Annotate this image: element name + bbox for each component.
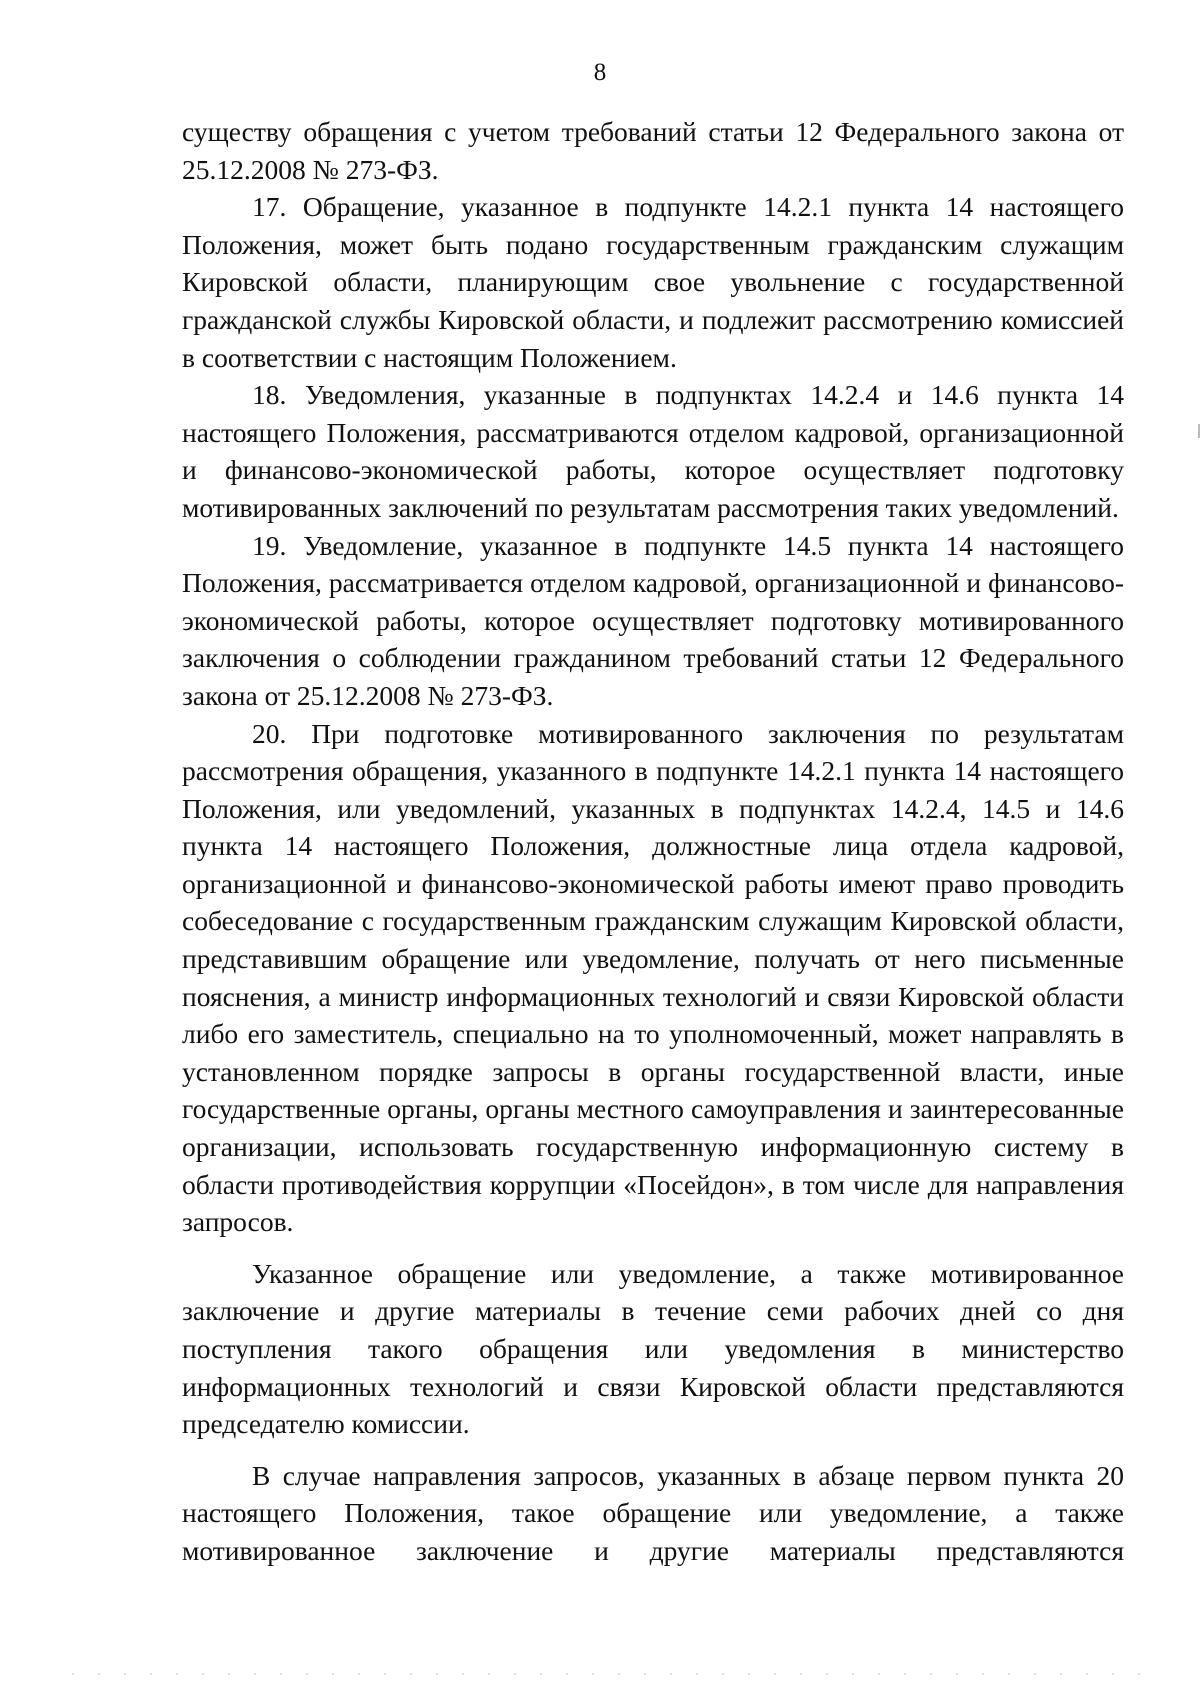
paragraph-item-19: 19. Уведомление, указанное в подпункте 14.5 пункта 14 настоящего Положения, рассматривается отделом кадровой, организационной и финансово-экономической работы, которое осуществляет подготовку мотивированного заключения о соблюдении гражданином требований статьи 12 Федерального закона от 25.12.2008 № 273-ФЗ.	[182, 529, 1124, 711]
paragraph-item-17: 17. Обращение, указанное в подпункте 14.2.1 пункта 14 настоящего Положения, может быть подано государственным гражданским служащим Кировской области, планирующим свое увольнение с государственной гражданской службы Кировской области, и подлежит рассмотрению комиссией в соответствии с настоящим Положением.	[182, 191, 1124, 373]
scan-noise	[60, 1672, 1140, 1676]
paragraph-item-20-second: Указанное обращение или уведомление, а также мотивированное заключение и другие материалы в течение семи рабочих дней со дня поступления такого обращения или уведомления в министерство информационных технологий и связи Кировской области представляются председателю комиссии.	[182, 1257, 1124, 1440]
paragraph-item-18: 18. Уведомления, указанные в подпунктах 14.2.4 и 14.6 пункта 14 настоящего Положения, рассматриваются отделом кадровой, организационной и финансово-экономической работы, которое осуществляет подготовку мотивированных заключений по результатам рассмотрения таких уведомлений.	[182, 379, 1124, 523]
document-body	[182, 113, 1124, 1570]
paragraph-item-20-third: В случае направления запросов, указанных в абзаце первом пункта 20 настоящего Положения, такое обращение или уведомление, а также мотивированное заключение и другие материалы представляются	[182, 1459, 1124, 1566]
paragraph-continuation: существу обращения с учетом требований статьи 12 Федерального закона от 25.12.2008 № 273-ФЗ.	[182, 116, 1124, 185]
paragraph-item-20: 20. При подготовке мотивированного заключения по результатам рассмотрения обращения, указанного в подпункте 14.2.1 пункта 14 настоящего Положения, или уведомлений, указанных в подпунктах 14.2.4, 14.5 и 14.6 пункта 14 настоящего Положения, должностные лица отдела кадровой, организационной и финансово-экономической работы имеют право проводить собеседование с государственным гражданским служащим Кировской области, представившим обращение или уведомление, получать от него письменные пояснения, а министр информационных технологий и связи Кировской области либо его заместитель, специально на то уполномоченный, может направлять в установленном порядке запросы в органы государственной власти, иные государственные органы, органы местного самоуправления и заинтересованные организации, использовать государственную информационную систему в области противодействия коррупции «Посейдон», в том числе для направления запросов.	[182, 717, 1124, 1238]
page-number: 8	[593, 59, 607, 86]
